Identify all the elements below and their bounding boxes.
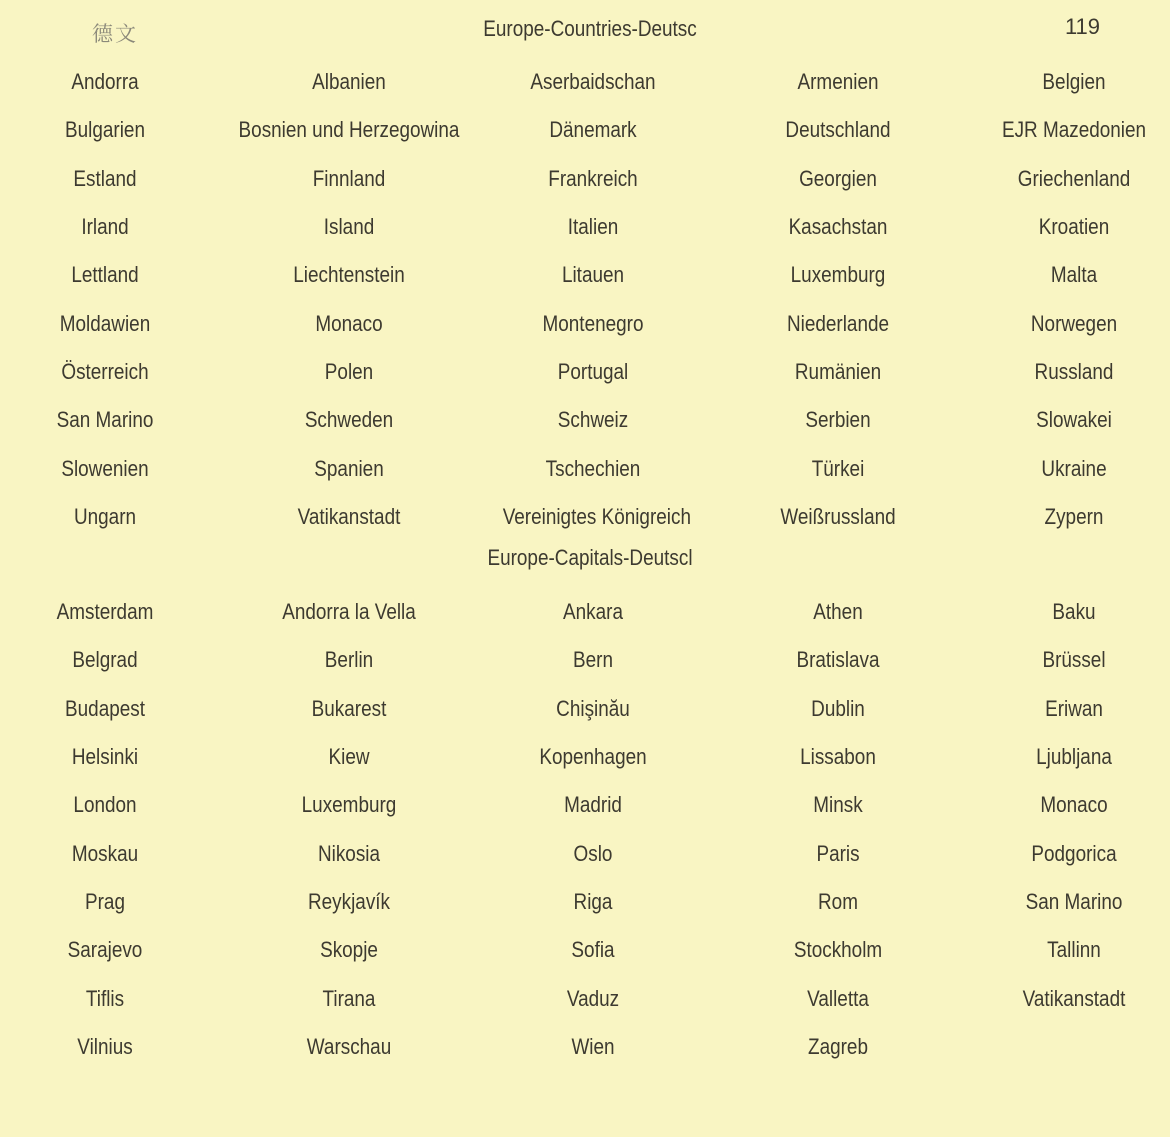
capital-cell: Budapest <box>65 695 145 721</box>
country-cell: Aserbaidschan <box>530 69 656 95</box>
country-cell: Ungarn <box>73 503 137 529</box>
country-cell: Schweiz <box>557 407 629 433</box>
countries-table <box>0 58 1170 541</box>
country-cell: Island <box>323 214 375 240</box>
capital-cell: Eriwan <box>1045 695 1103 721</box>
capital-cell: Tallinn <box>1047 937 1101 963</box>
capital-cell: Amsterdam <box>56 599 154 625</box>
capital-cell: Lissabon <box>800 744 876 770</box>
country-cell: Monaco <box>315 310 383 336</box>
capital-cell: Moskau <box>71 840 139 866</box>
capital-cell: Bukarest <box>311 695 387 721</box>
country-cell: Bulgarien <box>65 117 145 143</box>
capitals-section-title: Europe-Capitals-Deutscl <box>487 545 693 570</box>
capital-cell: Tiflis <box>85 985 125 1011</box>
country-cell: Albanien <box>312 69 386 95</box>
capital-cell: Berlin <box>324 647 374 673</box>
country-cell: Montenegro <box>542 310 644 336</box>
country-cell: Irland <box>81 214 129 240</box>
capital-cell: Andorra la Vella <box>282 599 416 625</box>
country-cell: Moldawien <box>59 310 151 336</box>
country-cell: Kasachstan <box>788 214 888 240</box>
country-cell: Polen <box>324 358 374 384</box>
capital-cell: Baku <box>1052 599 1096 625</box>
capital-cell: Kiew <box>328 744 370 770</box>
capital-cell: Bern <box>573 647 613 673</box>
capital-cell: London <box>73 792 137 818</box>
capital-cell: Bratislava <box>796 647 880 673</box>
country-cell: Spanien <box>314 455 384 481</box>
country-cell: Slowenien <box>61 455 149 481</box>
country-cell: Deutschland <box>785 117 891 143</box>
country-cell: Vatikanstadt <box>297 503 401 529</box>
country-cell: Armenien <box>797 69 879 95</box>
page-header <box>0 6 1170 50</box>
capital-cell: Sofia <box>571 937 615 963</box>
capital-cell: Skopje <box>320 937 378 963</box>
capital-cell: Rom <box>818 888 858 914</box>
capital-cell: Reykjavík <box>307 888 390 914</box>
country-cell: EJR Mazedonien <box>1001 117 1147 143</box>
capital-cell: Stockholm <box>793 937 883 963</box>
country-cell: Andorra <box>71 69 139 95</box>
capitals-table <box>0 588 1170 1071</box>
capital-cell: Vatikanstadt <box>1022 985 1126 1011</box>
country-cell: Slowakei <box>1036 407 1112 433</box>
capital-cell: Chişinău <box>556 695 630 721</box>
country-cell: Georgien <box>799 165 877 191</box>
country-cell: Serbien <box>805 407 871 433</box>
capital-cell: Vilnius <box>77 1033 133 1059</box>
country-cell: Norwegen <box>1030 310 1118 336</box>
country-cell: Niederlande <box>786 310 890 336</box>
country-cell: Lettland <box>71 262 139 288</box>
country-cell: Griechenland <box>1017 165 1131 191</box>
capital-cell: Madrid <box>564 792 622 818</box>
capital-cell: Sarajevo <box>67 937 143 963</box>
country-cell: Vereinigtes Königreich <box>502 503 691 529</box>
capital-cell: Paris <box>816 840 860 866</box>
capital-cell: Helsinki <box>71 744 139 770</box>
country-cell: San Marino <box>56 407 154 433</box>
country-cell: Kroatien <box>1038 214 1110 240</box>
country-cell: Dänemark <box>549 117 637 143</box>
country-cell: Türkei <box>811 455 865 481</box>
page-title: Europe-Countries-Deutsc <box>483 16 697 41</box>
capital-cell: Podgorica <box>1031 840 1117 866</box>
capital-cell: Minsk <box>813 792 863 818</box>
capital-cell: Ljubljana <box>1036 744 1112 770</box>
country-cell: Frankreich <box>548 165 638 191</box>
capital-cell: Kopenhagen <box>539 744 647 770</box>
country-cell: Belgien <box>1042 69 1106 95</box>
capital-cell: Wien <box>571 1033 615 1059</box>
country-cell: Russland <box>1034 358 1114 384</box>
country-cell: Luxemburg <box>790 262 886 288</box>
country-cell: Weißrussland <box>780 503 896 529</box>
capital-cell: Prag <box>85 888 125 914</box>
country-cell: Ukraine <box>1041 455 1107 481</box>
capital-cell: Brüssel <box>1042 647 1106 673</box>
page-number: 119 <box>1064 14 1101 39</box>
country-cell: Finnland <box>312 165 386 191</box>
capital-cell: Ankara <box>563 599 623 625</box>
country-cell: Zypern <box>1044 503 1104 529</box>
country-cell: Tschechien <box>545 455 641 481</box>
capital-cell: Valletta <box>807 985 869 1011</box>
capital-cell: Zagreb <box>808 1033 868 1059</box>
country-cell: Liechtenstein <box>293 262 405 288</box>
country-cell: Portugal <box>557 358 629 384</box>
capital-cell: Luxemburg <box>301 792 397 818</box>
country-cell: Italien <box>567 214 619 240</box>
country-cell: Österreich <box>61 358 149 384</box>
country-cell: Litauen <box>561 262 625 288</box>
country-cell: Bosnien und Herzegowina <box>238 117 460 143</box>
country-cell: Rumänien <box>794 358 882 384</box>
capital-cell: Vaduz <box>566 985 620 1011</box>
language-label: 德文 <box>92 22 138 46</box>
capital-cell: San Marino <box>1025 888 1123 914</box>
capital-cell: Riga <box>573 888 613 914</box>
capital-cell: Belgrad <box>72 647 138 673</box>
capital-cell: Warschau <box>306 1033 392 1059</box>
capital-cell: Oslo <box>573 840 613 866</box>
capital-cell: Tirana <box>322 985 376 1011</box>
country-cell: Schweden <box>304 407 394 433</box>
capital-cell: Athen <box>813 599 863 625</box>
capital-cell: Nikosia <box>317 840 381 866</box>
capital-cell: Dublin <box>811 695 865 721</box>
capital-cell: Monaco <box>1040 792 1108 818</box>
country-cell: Malta <box>1050 262 1098 288</box>
country-cell: Estland <box>73 165 137 191</box>
